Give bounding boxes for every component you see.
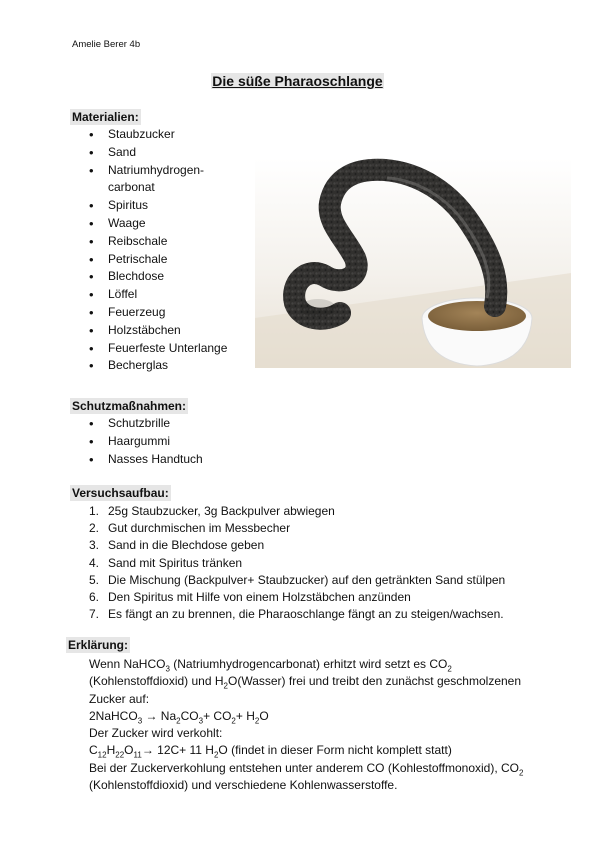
list-item: • Holzstäbchen <box>88 322 227 340</box>
schutz-heading-text: Schutzmaßnahmen: <box>72 399 187 413</box>
list-number: 5. <box>89 572 100 587</box>
list-item: • Löffel <box>88 286 227 304</box>
text-line: Zucker auf: <box>89 691 150 706</box>
materialien-heading <box>70 110 141 124</box>
list-number: 1. <box>89 504 100 518</box>
list-item: • Staubzucker <box>88 126 227 144</box>
list-item: • Becherglas <box>88 357 227 375</box>
list-number: 6. <box>89 590 100 605</box>
text-line: (Kohlenstoffdioxid) und verschiedene Kohlenwasserstoffe. <box>89 778 398 793</box>
carbon-snake-photo <box>255 158 571 368</box>
list-text: Die Mischung (Backpulver+ Staubzucker) auf den getränkten Sand stülpen <box>108 572 506 587</box>
list-text: Gut durchmischen im Messbecher <box>108 521 291 536</box>
text-line: (Kohlenstoffdioxid) und $H_2O(Wasser)$ frei und treibt den zunächst geschmolzenen <box>89 674 522 691</box>
list-number: 2. <box>89 521 100 536</box>
list-item <box>89 589 505 606</box>
erklaerung-heading <box>66 638 130 652</box>
author-line: Amelie Berer 4b <box>72 39 141 50</box>
list-item: • Feuerzeug <box>88 304 227 322</box>
list-item: • Petrischale <box>88 251 227 269</box>
list-item: • Waage <box>88 215 227 233</box>
text-line: Wenn NaHCO$_3$ (Natriumhydrogencarbonat) erhitzt wird setzt es $CO_2$ <box>89 657 452 674</box>
text-line: Bei der Zuckerverkohlung entstehen unter anderem CO (Kohlestoffmonoxid), $CO_2$ <box>89 760 524 778</box>
list-item: • Nasses Handtuch <box>88 451 203 469</box>
list-item <box>89 555 505 572</box>
formula-line: 2NaHCO$_3$ → $Na_2CO_3+ CO_2+ H_2O$ <box>89 708 269 726</box>
list-item <box>89 572 505 589</box>
list-item <box>89 503 505 520</box>
list-item <box>89 537 505 554</box>
materialien-heading-text: Materialien: <box>72 110 139 124</box>
erklaerung-heading-text: Erklärung: <box>68 638 129 652</box>
list-number: 3. <box>89 538 100 553</box>
materialien-list <box>88 126 227 375</box>
list-item: • Spiritus <box>88 197 227 215</box>
list-text: Sand mit Spiritus tränken <box>108 555 243 570</box>
list-item: • Reibschale <box>88 233 227 251</box>
list-item: • Sand <box>88 144 227 162</box>
list-item <box>89 606 505 623</box>
list-item: • Feuerfeste Unterlange <box>88 340 227 358</box>
list-text: Es fängt an zu brennen, die Pharaoschlange fängt an zu steigen/wachsen. <box>108 607 504 622</box>
list-text: Den Spiritus mit Hilfe von einem Holzstäbchen anzünden <box>108 590 411 605</box>
list-number: 7. <box>89 607 100 622</box>
erklaerung-text <box>89 656 559 794</box>
aufbau-heading <box>70 486 171 500</box>
list-item: • Haargummi <box>88 433 203 451</box>
list-number: 4. <box>89 555 100 570</box>
text-line: Der Zucker wird verkohlt: <box>89 726 223 741</box>
formula-line: $C_{12}H_{22}O_{11}\to 12C+ 11$ $H_2O$ (findet in dieser Form nicht komplett statt) <box>89 743 452 760</box>
list-item: • Schutzbrille <box>88 415 203 433</box>
list-item <box>89 520 505 537</box>
list-text: Sand in die Blechdose geben <box>108 538 265 553</box>
aufbau-heading-text: Versuchsaufbau: <box>72 486 169 500</box>
list-text: 25g Staubzucker, 3g Backpulver abwiegen <box>108 504 335 518</box>
list-item: • Natriumhydrogen- <box>88 162 227 180</box>
schutz-list <box>88 415 203 468</box>
list-item: • Blechdose <box>88 268 227 286</box>
schutz-heading <box>70 399 188 413</box>
aufbau-list <box>89 503 505 623</box>
page-title-text: Die süße Pharaoschlange <box>212 73 383 89</box>
list-item-continuation: carbonat <box>108 180 155 195</box>
page-title <box>0 73 595 89</box>
